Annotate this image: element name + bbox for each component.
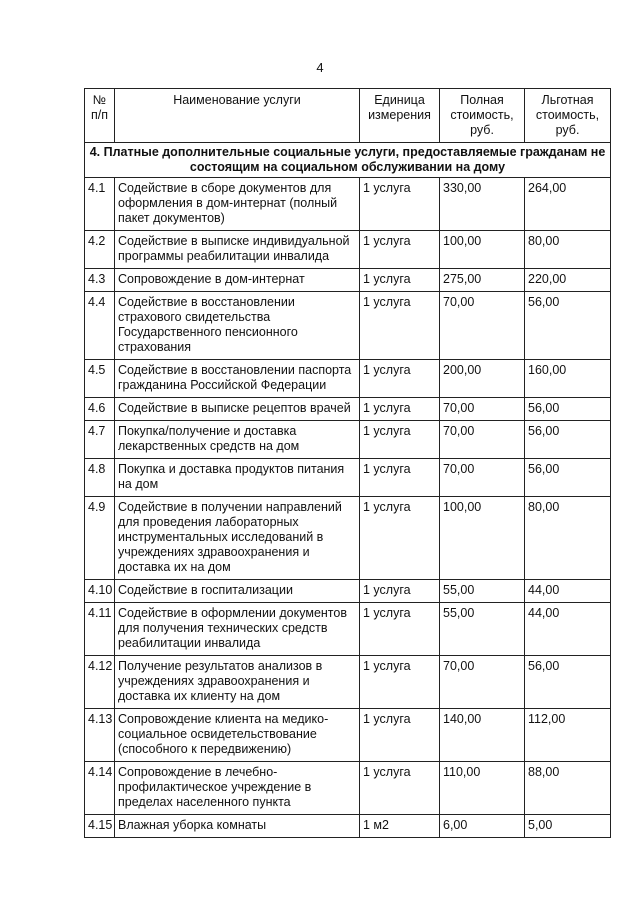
cell-full-price: 55,00 xyxy=(440,580,525,603)
page-number: 4 xyxy=(316,60,324,75)
table-row xyxy=(85,292,611,360)
cell-unit: 1 услуга xyxy=(360,656,440,709)
table-row xyxy=(85,360,611,398)
cell-unit: 1 услуга xyxy=(360,421,440,459)
header-discount-price xyxy=(525,89,611,143)
cell-name: Сопровождение в дом-интернат xyxy=(115,269,360,292)
cell-name: Покупка и доставка продуктов питания на дом xyxy=(115,459,360,497)
cell-unit: 1 м2 xyxy=(360,815,440,838)
cell-name: Содействие в выписке индивидуальной программы реабилитации инвалида xyxy=(115,231,360,269)
table-row xyxy=(85,231,611,269)
cell-unit: 1 услуга xyxy=(360,292,440,360)
cell-unit: 1 услуга xyxy=(360,231,440,269)
table-row xyxy=(85,709,611,762)
cell-num: 4.11 xyxy=(85,603,115,656)
table-row xyxy=(85,762,611,815)
table-row xyxy=(85,421,611,459)
cell-full-price: 200,00 xyxy=(440,360,525,398)
table-header-row xyxy=(85,89,611,143)
cell-unit: 1 услуга xyxy=(360,360,440,398)
cell-full-price: 70,00 xyxy=(440,421,525,459)
cell-unit: 1 услуга xyxy=(360,580,440,603)
header-full-price xyxy=(440,89,525,143)
cell-num: 4.8 xyxy=(85,459,115,497)
table-row xyxy=(85,269,611,292)
table-row xyxy=(85,178,611,231)
cell-name: Содействие в оформлении документов для получения технических средств реабилитации инвалида xyxy=(115,603,360,656)
cell-full-price: 275,00 xyxy=(440,269,525,292)
cell-unit: 1 услуга xyxy=(360,398,440,421)
cell-num: 4.3 xyxy=(85,269,115,292)
cell-unit: 1 услуга xyxy=(360,459,440,497)
cell-discount-price: 80,00 xyxy=(525,231,611,269)
cell-discount-price: 44,00 xyxy=(525,580,611,603)
cell-name: Сопровождение в лечебно-профилактическое учреждение в пределах населенного пункта xyxy=(115,762,360,815)
cell-name: Содействие в восстановлении паспорта гражданина Российской Федерации xyxy=(115,360,360,398)
cell-discount-price: 220,00 xyxy=(525,269,611,292)
header-num-text: № п/п xyxy=(90,93,108,122)
cell-name: Сопровождение клиента на медико-социальное освидетельствование (способного к передвижению) xyxy=(115,709,360,762)
section-row xyxy=(85,143,611,178)
cell-name: Покупка/получение и доставка лекарственных средств на дом xyxy=(115,421,360,459)
cell-discount-price: 112,00 xyxy=(525,709,611,762)
header-discount-price-text: Льготная стоимость, руб. xyxy=(535,93,600,137)
cell-name: Содействие в выписке рецептов врачей xyxy=(115,398,360,421)
services-price-table xyxy=(84,88,611,838)
table-row xyxy=(85,815,611,838)
cell-unit: 1 услуга xyxy=(360,762,440,815)
header-unit xyxy=(360,89,440,143)
cell-full-price: 110,00 xyxy=(440,762,525,815)
cell-name: Влажная уборка комнаты xyxy=(115,815,360,838)
cell-discount-price: 264,00 xyxy=(525,178,611,231)
cell-num: 4.12 xyxy=(85,656,115,709)
cell-discount-price: 80,00 xyxy=(525,497,611,580)
cell-unit: 1 услуга xyxy=(360,269,440,292)
cell-num: 4.9 xyxy=(85,497,115,580)
header-full-price-text: Полная стоимость, руб. xyxy=(450,93,514,137)
cell-num: 4.15 xyxy=(85,815,115,838)
cell-full-price: 70,00 xyxy=(440,459,525,497)
cell-num: 4.1 xyxy=(85,178,115,231)
cell-num: 4.14 xyxy=(85,762,115,815)
section-title: 4. Платные дополнительные социальные услуги, предоставляемые гражданам не состоящим на социальном обслуживании на дому xyxy=(85,143,611,178)
cell-num: 4.10 xyxy=(85,580,115,603)
cell-full-price: 6,00 xyxy=(440,815,525,838)
table-row xyxy=(85,603,611,656)
table-row xyxy=(85,497,611,580)
cell-discount-price: 44,00 xyxy=(525,603,611,656)
cell-num: 4.5 xyxy=(85,360,115,398)
cell-discount-price: 56,00 xyxy=(525,656,611,709)
cell-discount-price: 88,00 xyxy=(525,762,611,815)
cell-name: Содействие в получении направлений для проведения лабораторных инструментальных исследований в учреждениях здравоохранения и доставка их на дом xyxy=(115,497,360,580)
cell-num: 4.6 xyxy=(85,398,115,421)
table-row xyxy=(85,580,611,603)
table-row xyxy=(85,398,611,421)
cell-name: Получение результатов анализов в учреждениях здравоохранения и доставка их клиенту на дом xyxy=(115,656,360,709)
cell-name: Содействие в восстановлении страхового свидетельства Государственного пенсионного страхования xyxy=(115,292,360,360)
cell-full-price: 70,00 xyxy=(440,656,525,709)
cell-discount-price: 56,00 xyxy=(525,398,611,421)
header-num xyxy=(85,89,115,143)
cell-unit: 1 услуга xyxy=(360,709,440,762)
cell-unit: 1 услуга xyxy=(360,497,440,580)
cell-discount-price: 56,00 xyxy=(525,421,611,459)
cell-discount-price: 56,00 xyxy=(525,292,611,360)
header-name-text: Наименование услуги xyxy=(173,93,301,107)
cell-name: Содействие в сборе документов для оформления в дом-интернат (полный пакет документов) xyxy=(115,178,360,231)
header-unit-text: Единица измерения xyxy=(368,93,431,122)
cell-num: 4.2 xyxy=(85,231,115,269)
cell-num: 4.4 xyxy=(85,292,115,360)
cell-discount-price: 5,00 xyxy=(525,815,611,838)
cell-full-price: 330,00 xyxy=(440,178,525,231)
cell-unit: 1 услуга xyxy=(360,178,440,231)
cell-full-price: 70,00 xyxy=(440,292,525,360)
cell-name: Содействие в госпитализации xyxy=(115,580,360,603)
cell-num: 4.13 xyxy=(85,709,115,762)
cell-discount-price: 160,00 xyxy=(525,360,611,398)
cell-unit: 1 услуга xyxy=(360,603,440,656)
cell-full-price: 70,00 xyxy=(440,398,525,421)
header-name xyxy=(115,89,360,143)
cell-num: 4.7 xyxy=(85,421,115,459)
cell-full-price: 55,00 xyxy=(440,603,525,656)
cell-full-price: 140,00 xyxy=(440,709,525,762)
table-row xyxy=(85,459,611,497)
cell-discount-price: 56,00 xyxy=(525,459,611,497)
cell-full-price: 100,00 xyxy=(440,497,525,580)
table-row xyxy=(85,656,611,709)
cell-full-price: 100,00 xyxy=(440,231,525,269)
